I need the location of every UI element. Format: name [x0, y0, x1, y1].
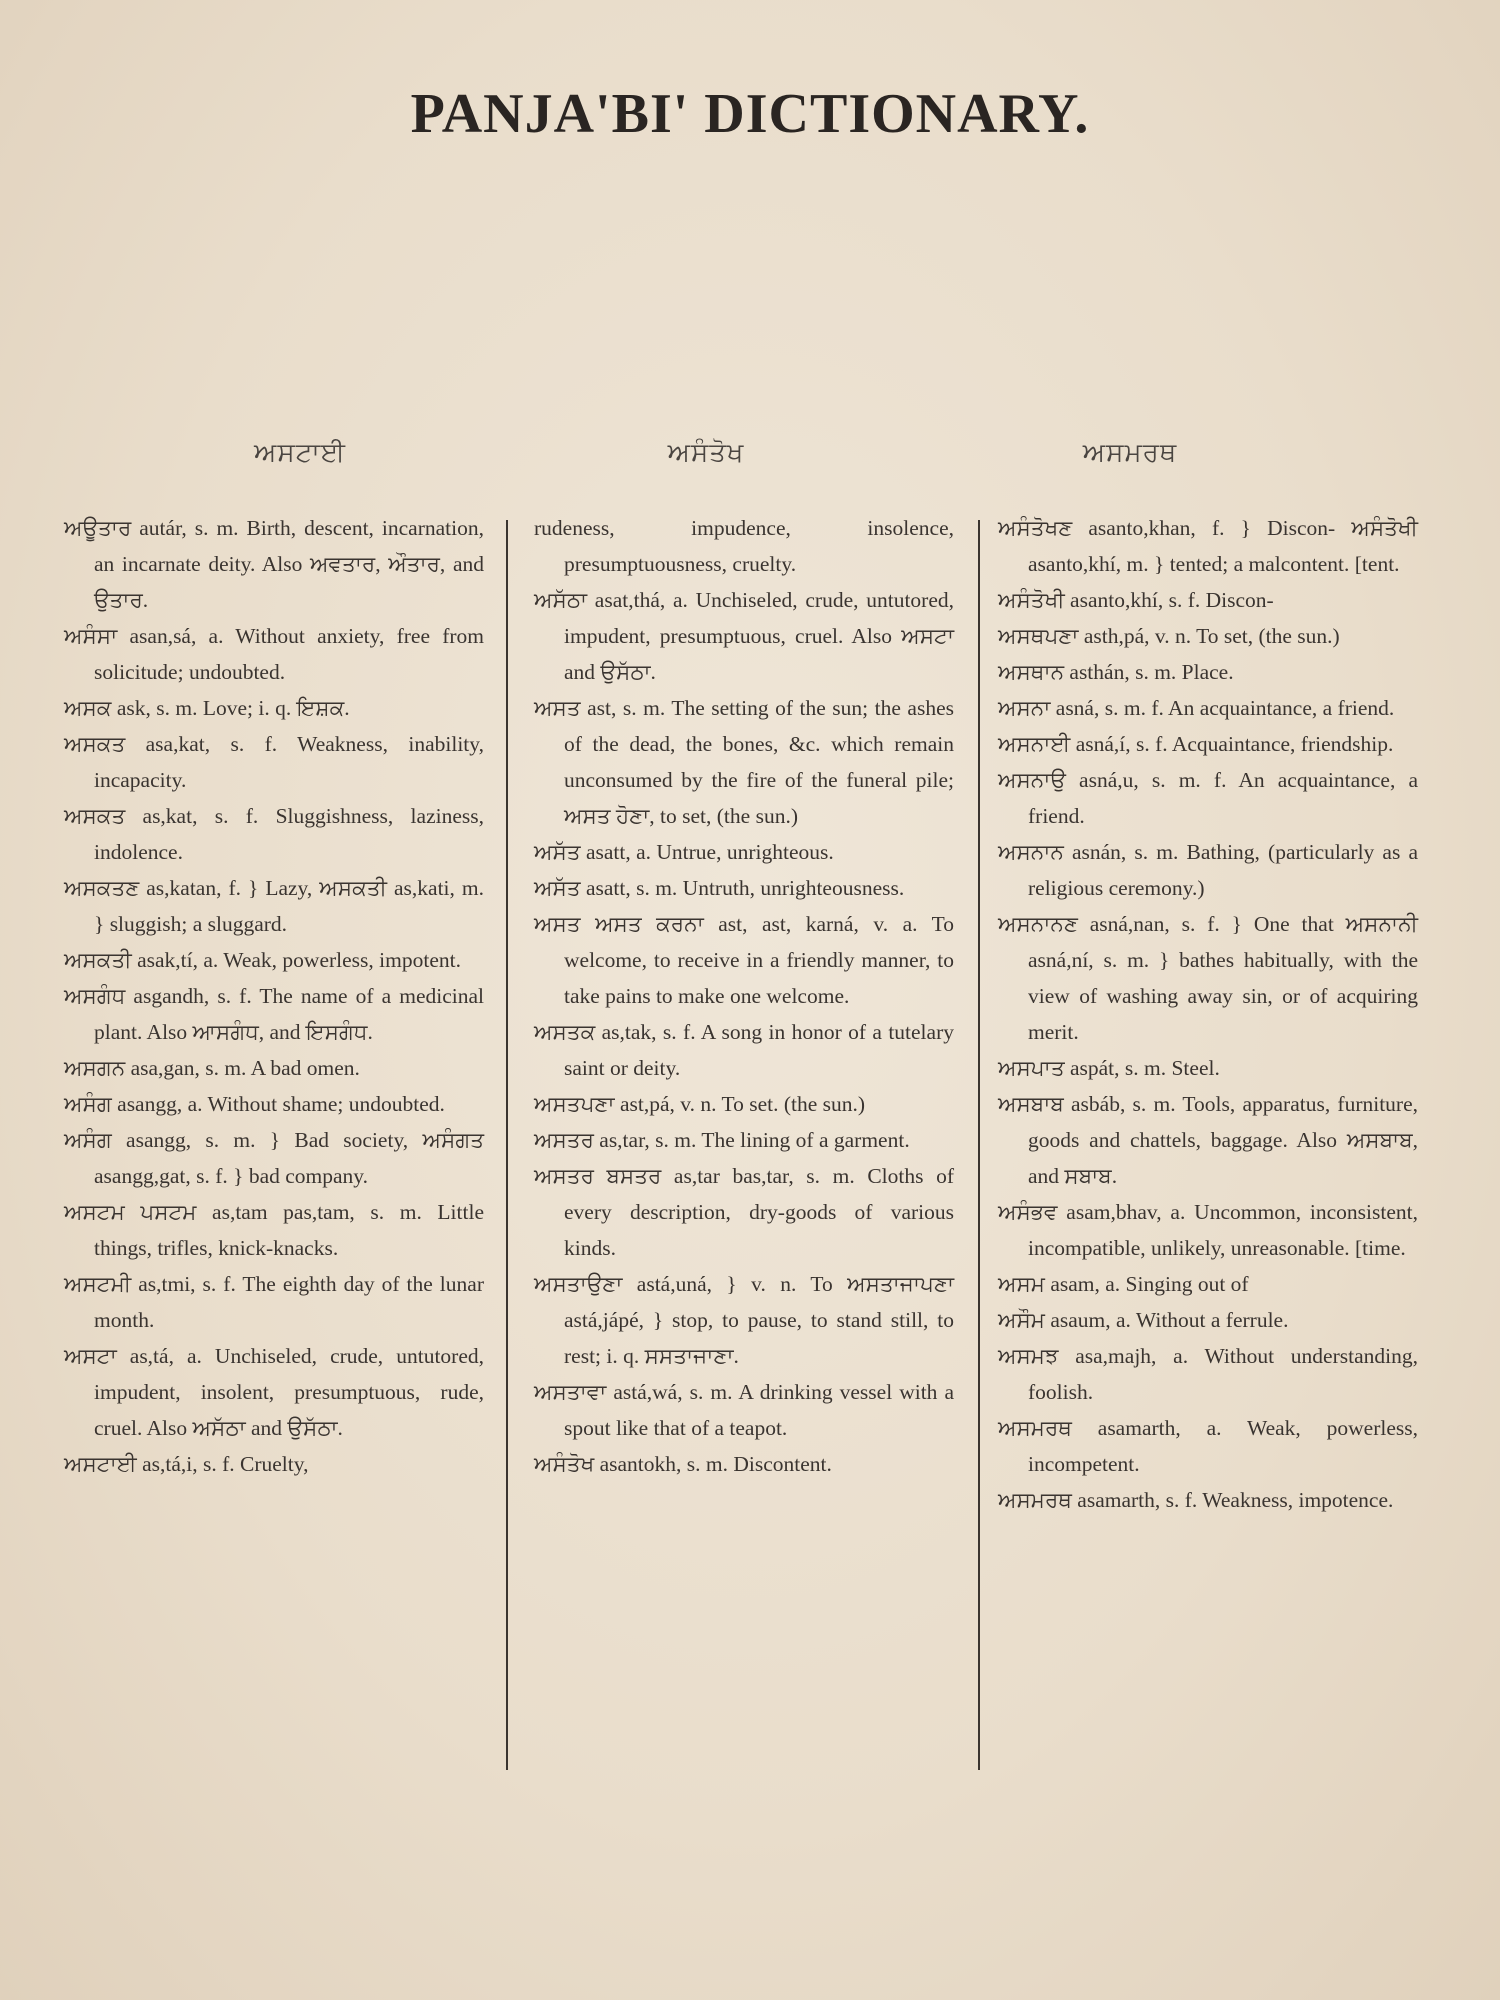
running-headword-left: ਅਸਟਾਈ [254, 438, 346, 467]
dictionary-entry: ਅਸਤਕ as,tak, s. f. A song in honor of a tutelary saint or deity. [534, 1020, 954, 1080]
dictionary-entry: ਅਸੱਤ asatt, a. Untrue, unrighteous. [534, 840, 834, 864]
column-rule-left [506, 520, 508, 1770]
dictionary-entry: ਅਸੰਸਾ asan,sá, a. Without anxiety, free from solicitude; undoubted. [64, 624, 484, 684]
dictionary-entry: ਅਸਟਾ as,tá, a. Unchiseled, crude, untutored, impudent, insolent, presumptuous, rude, cruel. Also ਅਸੱਠਾ and ਉਸੱਠਾ. [64, 1344, 484, 1440]
dictionary-entry: ਅਸਨਾਨਣ asná,nan, s. f. } One that ਅਸਨਾਨੀ asná,ní, s. m. } bathes habitually, with the view of washing away sin, or of acquiring merit. [998, 912, 1418, 1044]
dictionary-entry: ਅਸਨਾਨ asnán, s. m. Bathing, (particularly as a religious ceremony.) [998, 840, 1418, 900]
dictionary-entry: ਅਸਟਾਈ as,tá,i, s. f. Cruelty, [64, 1452, 309, 1476]
dictionary-entry: ਅਸਕ ask, s. m. Love; i. q. ਇਸ਼ਕ. [64, 696, 350, 720]
dictionary-entry: ਅਸੰਗ asangg, a. Without shame; undoubted. [64, 1092, 445, 1116]
dictionary-entry: ਅਸਥਪਣਾ asth,pá, v. n. To set, (the sun.) [998, 624, 1340, 648]
dictionary-entry: ਅਸਟਮ ਪਸਟਮ as,tam pas,tam, s. m. Little things, trifles, knick-knacks. [64, 1200, 484, 1260]
dictionary-entry: ਅਸੰਤੋਖ asantokh, s. m. Discontent. [534, 1452, 832, 1476]
dictionary-entry: ਅਊਤਾਰ autár, s. m. Birth, descent, incarnation, an incarnate deity. Also ਅਵਤਾਰ, ਔਤਾਰ, and ਉਤਾਰ. [64, 516, 484, 612]
dictionary-entry: ਅਸੱਠਾ asat,thá, a. Unchiseled, crude, untutored, impudent, presumptuous, cruel. Also ਅਸਟਾ and ਉਸੱਠਾ. [534, 588, 954, 684]
dictionary-entry: ਅਸਕਤ as,kat, s. f. Sluggishness, laziness, indolence. [64, 804, 484, 864]
dictionary-entry: ਅਸੰਭਵ asam,bhav, a. Uncommon, inconsistent, incompatible, unlikely, unreasonable. [time. [998, 1200, 1418, 1260]
dictionary-entry: ਅਸਟਮੀ as,tmi, s. f. The eighth day of the lunar month. [64, 1272, 484, 1332]
dictionary-entry: ਅਸਤਾਵਾ astá,wá, s. m. A drinking vessel with a spout like that of a teapot. [534, 1380, 954, 1440]
dictionary-entry: ਅਸਤ ast, s. m. The setting of the sun; the ashes of the dead, the bones, &c. which remain unconsumed by the fire of the funeral pile; ਅਸਤ ਹੋਣਾ, to set, (the sun.) [534, 696, 954, 828]
column-right [998, 510, 1418, 1518]
column-rule-right [978, 520, 980, 1770]
dictionary-entry: ਅਸਮਰਥ asamarth, s. f. Weakness, impotence. [998, 1488, 1394, 1512]
dictionary-entry: ਅਸਗਨ asa,gan, s. m. A bad omen. [64, 1056, 360, 1080]
dictionary-entry: ਅਸਤਪਣਾ ast,pá, v. n. To set. (the sun.) [534, 1092, 866, 1116]
dictionary-entry: ਅਸਨਾਉ asná,u, s. m. f. An acquaintance, a friend. [998, 768, 1418, 828]
column-left [64, 510, 484, 1482]
dictionary-entry: ਅਸਨਾ asná, s. m. f. An acquaintance, a friend. [998, 696, 1395, 720]
page-title: PANJA'BI' DICTIONARY. [410, 83, 1090, 145]
dictionary-entry: ਅਸਕਤਣ as,katan, f. } Lazy, ਅਸਕਤੀ as,kati, m. } sluggish; a sluggard. [64, 876, 484, 936]
dictionary-entry: ਅਸੰਗ asangg, s. m. } Bad society, ਅਸੰਗਤ asangg,gat, s. f. } bad company. [64, 1128, 484, 1188]
dictionary-entry: ਅਸਤਰ ਬਸਤਰ as,tar bas,tar, s. m. Cloths of every description, dry-goods of various kinds. [534, 1164, 954, 1260]
dictionary-entry: ਅਸਥਾਨ asthán, s. m. Place. [998, 660, 1234, 684]
dictionary-entry: ਅਸਤਰ as,tar, s. m. The lining of a garment. [534, 1128, 910, 1152]
dictionary-entry: ਅਸਮ asam, a. Singing out of [998, 1272, 1249, 1296]
dictionary-entry: ਅਸੰਤੋਖੀ asanto,khí, s. f. Discon- [998, 588, 1274, 612]
dictionary-entry: ਅਸਬਾਬ asbáb, s. m. Tools, apparatus, furniture, goods and chattels, baggage. Also ਅਸਬਾਬ, and ਸਬਾਬ. [998, 1092, 1418, 1188]
dictionary-entry: ਅਸਗੰਧ asgandh, s. f. The name of a medicinal plant. Also ਆਸਗੰਧ, and ਇਸਗੰਧ. [64, 984, 484, 1044]
dictionary-entry: rudeness, impudence, insolence, presumptuousness, cruelty. [534, 516, 954, 576]
dictionary-entry: ਅਸਕਤੀ asak,tí, a. Weak, powerless, impotent. [64, 948, 461, 972]
dictionary-entry: ਅਸਤ ਅਸਤ ਕਰਨਾ ast, ast, karná, v. a. To welcome, to receive in a friendly manner, to take pains to make one welcome. [534, 912, 954, 1008]
dictionary-entry: ਅਸਕਤ asa,kat, s. f. Weakness, inability, incapacity. [64, 732, 484, 792]
dictionary-entry: ਅਸਪਾਤ aspát, s. m. Steel. [998, 1056, 1220, 1080]
column-center [534, 510, 954, 1482]
dictionary-entry: ਅਸੌਮ asaum, a. Without a ferrule. [998, 1308, 1289, 1332]
dictionary-entry: ਅਸੱਤ asatt, s. m. Untruth, unrighteousness. [534, 876, 905, 900]
dictionary-entry: ਅਸਨਾਈ asná,í, s. f. Acquaintance, friendship. [998, 732, 1394, 756]
dictionary-entry: ਅਸਮਝ asa,majh, a. Without understanding, foolish. [998, 1344, 1418, 1404]
running-headword-right: ਅਸਮਰਥ [1082, 438, 1178, 467]
dictionary-entry: ਅਸਮਰਥ asamarth, a. Weak, powerless, incompetent. [998, 1416, 1418, 1476]
dictionary-entry: ਅਸਤਾਉਣਾ astá,uná, } v. n. To ਅਸਤਾਜਾਪਣਾ astá,jápé, } stop, to pause, to stand still, to rest; i. q. ਸਸਤਾਜਾਣਾ. [534, 1272, 954, 1368]
running-headword-center: ਅਸੰਤੋਖ [667, 438, 745, 467]
dictionary-entry: ਅਸੰਤੋਖਣ asanto,khan, f. } Discon- ਅਸੰਤੋਖੀ asanto,khí, m. } tented; a malcontent. [tent. [998, 516, 1418, 576]
